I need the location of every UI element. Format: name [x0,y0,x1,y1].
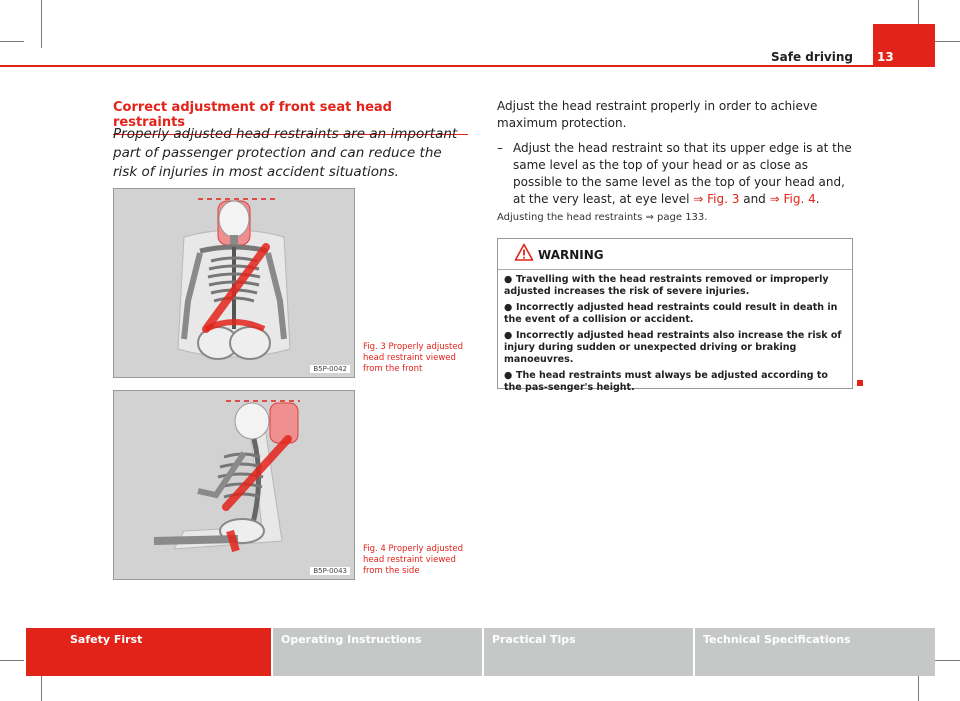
crop-mark [0,660,24,661]
bullet: ● [504,302,513,313]
step-dash: – [497,141,503,155]
body-paragraph: Adjust the head restraint properly in order to achieve maximum protection. [497,99,818,130]
footer-tab-operating-instructions[interactable] [273,628,482,676]
skeleton-front-illustration [114,189,354,377]
warning-item [504,370,846,394]
step-text-main: Adjust the head restraint so that its upper edge is at the same level as the top of your head or as close as possible to the same level as the top of your head and, at the very least, at eye level [513,141,852,206]
footer-tab-safety-first[interactable] [26,628,271,676]
figure-4-link[interactable]: ⇒ Fig. 4 [769,192,816,206]
page-number: 13 [877,50,894,64]
warning-triangle-icon [514,243,534,266]
skeleton-side-illustration [114,391,354,579]
warning-box [497,238,853,393]
crop-mark [935,41,960,42]
figure-3-link[interactable]: ⇒ Fig. 3 [693,192,740,206]
crop-mark [41,0,42,48]
figure-side-view [113,390,355,580]
header-rule [0,65,935,67]
step-text-and: and [739,192,770,206]
figure-code: B5P-0043 [310,567,350,575]
figure-code: B5P-0042 [310,365,350,373]
footer-tab-label: Technical Specifications [703,633,851,646]
crop-mark [918,676,919,701]
bullet: ● [504,330,513,341]
running-head: Safe driving [771,50,853,64]
footer-tab-label: Practical Tips [492,633,576,646]
warning-item [504,274,846,298]
warning-list [498,270,852,394]
bullet: ● [504,370,513,381]
warning-item-text: Travelling with the head restraints removed or improperly adjusted increases the risk of severe injuries. [504,274,829,297]
figure-front-view [113,188,355,378]
footer-tab-practical-tips[interactable] [484,628,693,676]
figure-caption: Fig. 3 Properly adjusted head restraint viewed from the front [363,342,463,374]
intro-paragraph: Properly adjusted head restraints are an important part of passenger protection and can reduce the risk of injuries in most accident situations. [113,126,458,180]
footer-tab-label: Safety First [70,633,143,646]
warning-item [504,330,846,366]
footer-tab-technical-specifications[interactable] [695,628,935,676]
section-title: Correct adjustment of front seat head restraints [113,100,468,135]
warning-item-text: Incorrectly adjusted head restraints also increase the risk of injury during sudden or unexpected driving or braking manoeuvres. [504,330,842,365]
crop-mark [935,660,960,661]
crop-mark [918,0,919,24]
cross-reference-link[interactable]: Adjusting the head restraints ⇒ page 133. [497,212,708,223]
warning-item [504,302,846,326]
instruction-step [497,140,852,208]
warning-header [498,239,852,270]
warning-title: WARNING [538,248,604,262]
step-text-end: . [815,192,820,206]
crop-mark [41,676,42,701]
warning-item-text: Incorrectly adjusted head restraints could result in death in the event of a collision or accident. [504,302,838,325]
warning-item-text: The head restraints must always be adjusted according to the pas-senger's height. [504,370,828,393]
figure-caption: Fig. 4 Properly adjusted head restraint viewed from the side [363,544,463,576]
section-end-mark [857,380,863,386]
step-text [513,140,852,208]
crop-mark [0,41,24,42]
bullet: ● [504,274,513,285]
footer-tab-label: Operating Instructions [281,633,422,646]
